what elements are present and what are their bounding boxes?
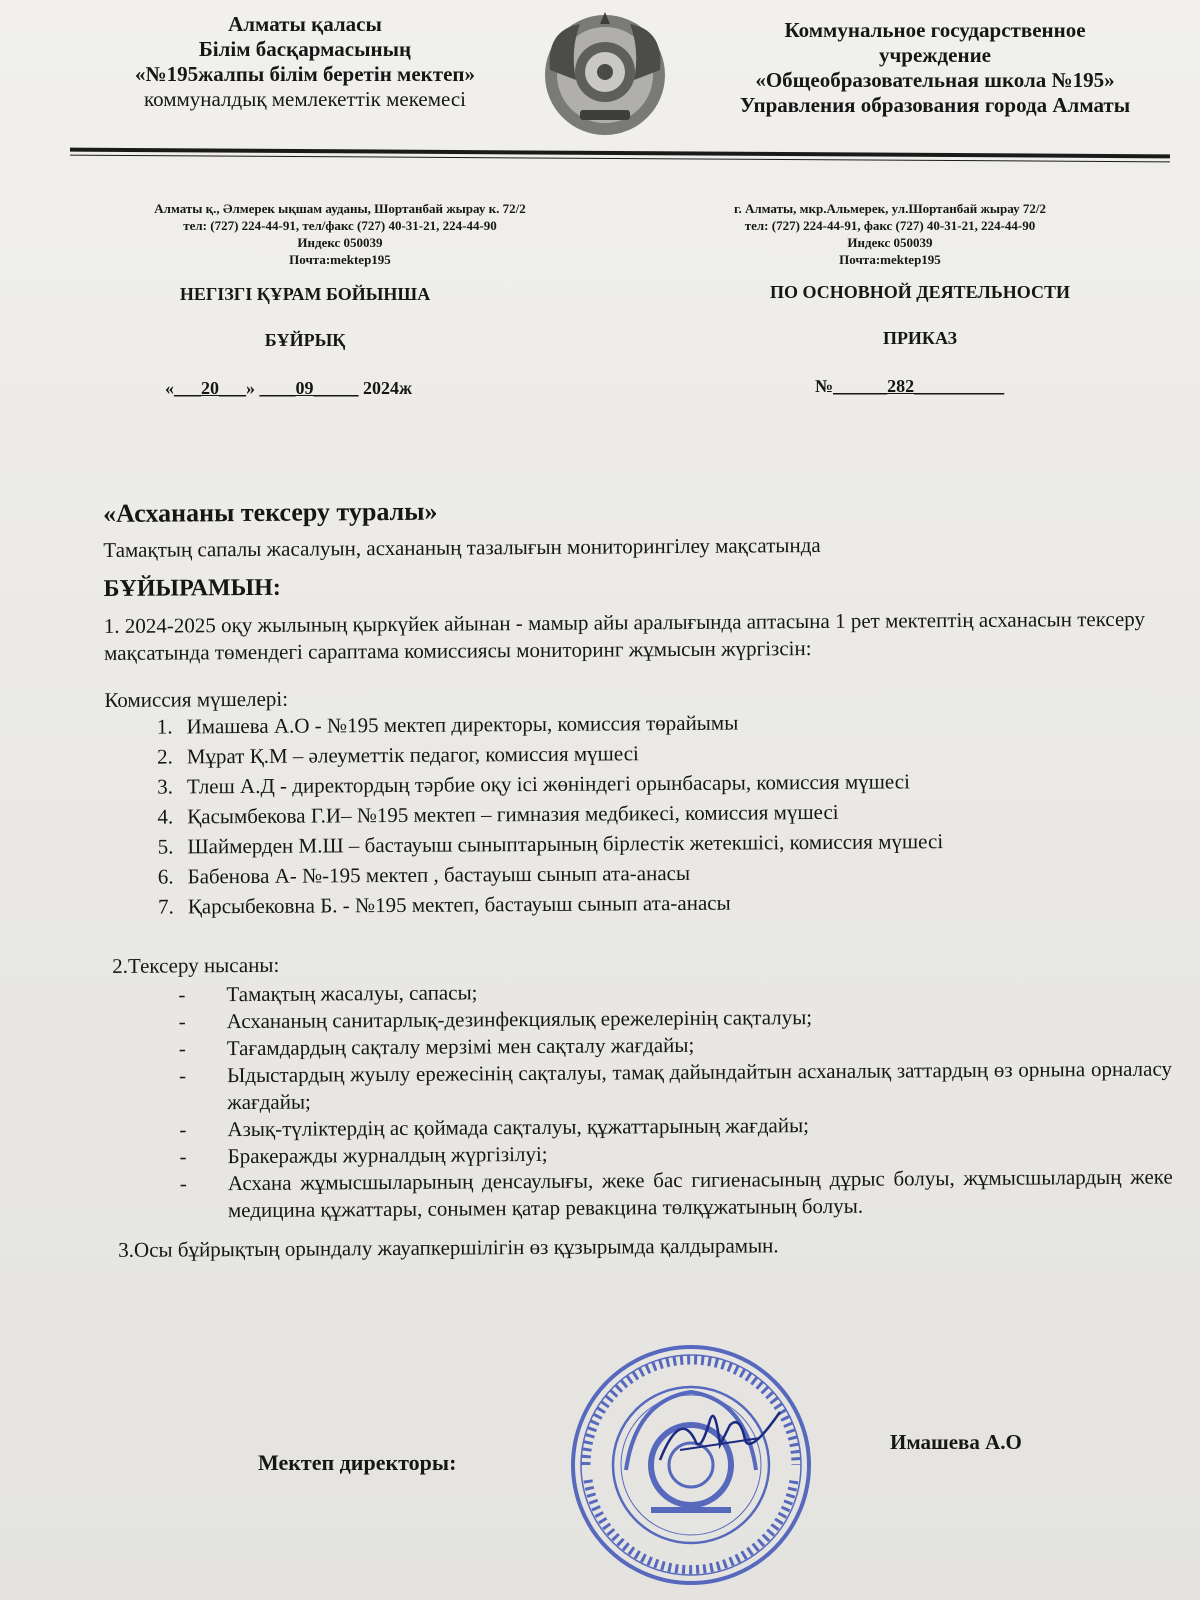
date-month: ____09_____ xyxy=(259,378,359,398)
header-ru-line1: Коммунальное государственное xyxy=(784,18,1086,42)
address-kazakh xyxy=(90,200,590,268)
list-item: - Асхана жұмысшыларының денсаулығы, жеке бас гигиенасының дұрыс болуы, жұмысшылардың жеке медицина құжаттары, сонымен қатар ревакцина төлқұжатының болуы. xyxy=(179,1164,1173,1223)
header-ru-line4: Управления образования города Алматы xyxy=(739,93,1131,117)
ordering-word: БҰЙЫРАМЫН: xyxy=(103,574,281,602)
list-item: 2. Мұрат Қ.М – әлеуметтік педагог, комиссия мүшесі xyxy=(156,741,639,769)
members-label: Комиссия мүшелері: xyxy=(104,686,289,712)
address-ru-line1: г. Алматы, мкр.Альмерек, ул.Шортанбай жырау 72/2 xyxy=(734,201,1046,216)
point-3: 3.Осы бұйрықтың орындалу жауапкершілігін өз құзырымда қалдырамын. xyxy=(118,1233,779,1262)
header-kk-line4: коммуналдық мемлекеттік мекемесі xyxy=(143,87,467,111)
address-ru-line3: Индекс 050039 xyxy=(847,235,933,250)
date-year: 2024ж xyxy=(358,378,413,398)
header-kk-line3: «№195жалпы білім беретін мектеп» xyxy=(134,62,476,86)
order-heading-russian: ПРИКАЗ xyxy=(882,328,958,348)
header-russian xyxy=(700,18,1170,118)
list-item: 5. Шаймерден М.Ш – бастауыш сыныптарының бірлестік жетекшісі, комиссия мүшесі xyxy=(157,829,944,859)
director-label: Мектеп директоры: xyxy=(258,1450,457,1475)
header-kk-line2: Білім басқармасының xyxy=(198,37,412,61)
address-kk-line1: Алматы қ., Әлмерек ықшам ауданы, Шортанбай жырау к. 72/2 xyxy=(154,201,526,216)
number-sign: № xyxy=(815,376,834,396)
list-item: 4. Қасымбекова Г.И– №195 мектеп – гимназия медбикесі, комиссия мүшесі xyxy=(157,799,839,829)
order-title: «Асхананы тексеру туралы» xyxy=(102,496,438,528)
director-name: Имашева А.О xyxy=(890,1430,1022,1454)
address-russian xyxy=(680,200,1100,268)
handwritten-signature-icon xyxy=(650,1400,790,1480)
list-item: - Азық-түліктердің ас қоймада сақталуы, құжаттарының жағдайы; xyxy=(179,1113,810,1142)
address-kk-line2: тел: (727) 224-44-91, тел/факс (727) 40-31-21, 224-44-90 xyxy=(183,218,497,233)
header-kk-line1: Алматы қаласы xyxy=(228,12,382,36)
list-item: - Тамақтың жасалуы, сапасы; xyxy=(178,980,478,1007)
kazakhstan-state-emblem-icon xyxy=(540,10,670,140)
section-heading-kazakh: НЕГІЗГІ ҚҰРАМ БОЙЫНША xyxy=(179,284,431,304)
list-item: - Ыдыстардың жуылу ережесінің сақталуы, тамақ дайындайтын асханалық заттардың өз орнына орналасу жағдайы; xyxy=(178,1056,1173,1115)
header-ru-line2: учреждение xyxy=(878,43,992,67)
list-item: - Бракеражды журналдың жүргізілуі; xyxy=(179,1141,548,1169)
list-item: 1. Имашева А.О - №195 мектеп директоры, комиссия төрайымы xyxy=(156,710,739,739)
point-2: 2.Тексеру нысаны: xyxy=(112,952,280,978)
date-close-quote: » xyxy=(246,378,260,398)
list-item: 6. Бабенова А- №-195 мектеп , бастауыш сынып ата-анасы xyxy=(157,860,691,889)
order-body xyxy=(103,493,1173,1264)
number-value: ______282__________ xyxy=(833,376,1005,396)
date-day: ___20___ xyxy=(174,378,246,398)
inspection-items xyxy=(106,975,1173,1225)
header-divider-thick xyxy=(70,148,1170,159)
section-heading-russian: ПО ОСНОВНОЙ ДЕЯТЕЛЬНОСТИ xyxy=(770,282,1070,302)
address-kk-line3: Индекс 050039 xyxy=(297,235,383,250)
list-item: 7. Қарсыбековна Б. - №195 мектеп, бастауыш сынып ата-анасы xyxy=(158,890,731,919)
order-purpose: Тамақтың сапалы жасалуын, асхананың тазалығын мониторингілеу мақсатында xyxy=(103,532,821,562)
address-ru-line4: Почта:mektep195 xyxy=(839,252,941,267)
address-ru-line2: тел: (727) 224-44-91, факс (727) 40-31-21, 224-44-90 xyxy=(744,218,1036,233)
list-item: - Тағамдардың сақталу мерзімі мен сақталу жағдайы; xyxy=(178,1032,695,1061)
address-kk-line4: Почта:mektep195 xyxy=(289,252,391,267)
list-item: 3. Тлеш А.Д - директордың тәрбие оқу ісі жөніндегі орынбасары, комиссия мүшесі xyxy=(157,769,910,799)
order-number xyxy=(815,376,1004,397)
header-ru-line3: «Общеобразовательная школа №195» xyxy=(755,68,1115,92)
date-open-quote: « xyxy=(165,378,174,398)
members-list xyxy=(104,707,1170,921)
order-heading-kazakh: БҰЙРЫҚ xyxy=(264,330,346,350)
list-item: - Асхананың санитарлық-дезинфекциялық ережелерінің сақталуы; xyxy=(178,1005,813,1034)
point-1: 1. 2024-2025 оқу жылының қыркүйек айынан - мамыр айы аралығында аптасына 1 рет мектептің асханасын тексеру мақсатында төмендегі сараптама комиссиясы мониторинг жұмысын жүргізсін: xyxy=(103,606,1146,665)
order-date xyxy=(165,378,412,399)
header-kazakh xyxy=(80,12,530,112)
